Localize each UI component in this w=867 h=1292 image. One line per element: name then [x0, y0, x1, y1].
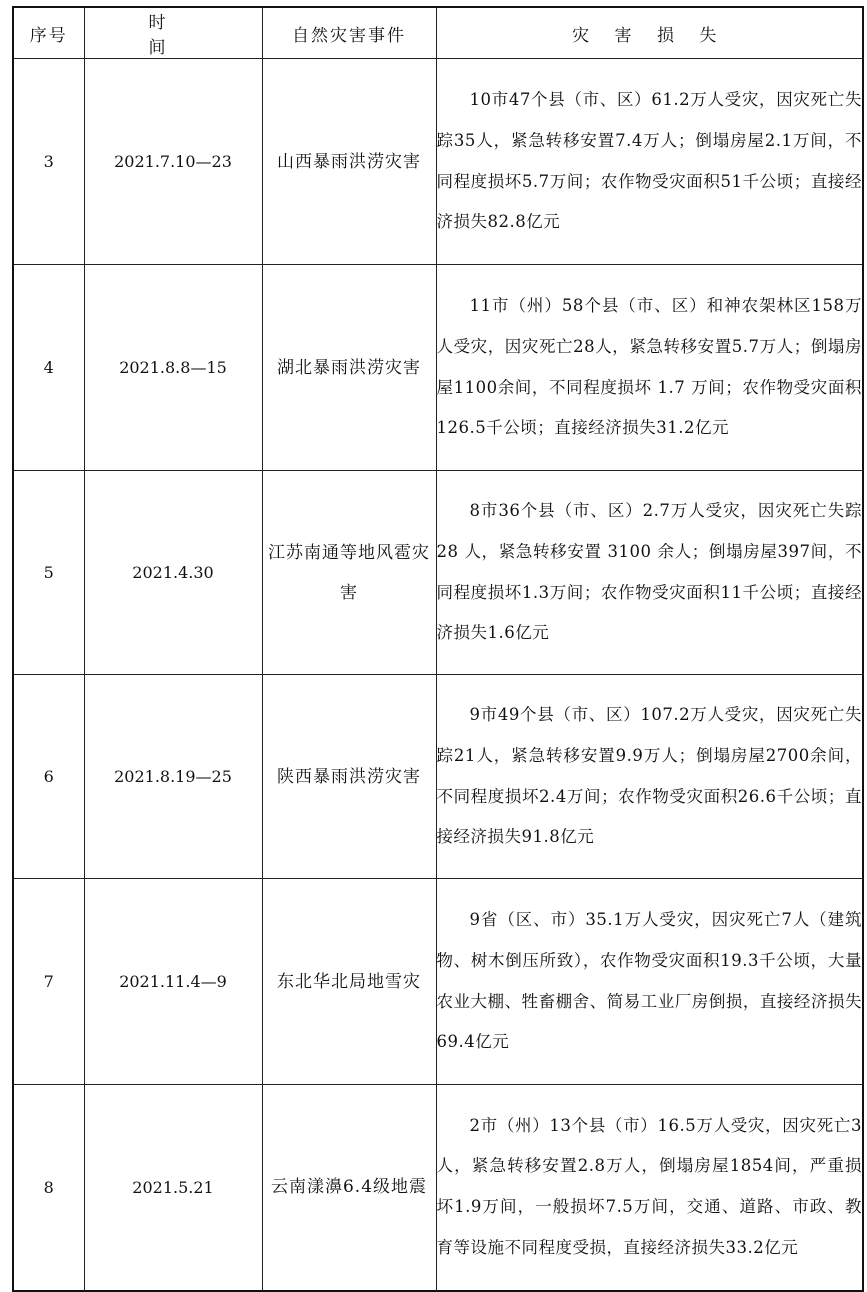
row-no: 5: [13, 471, 84, 675]
table-row: [13, 265, 863, 471]
header-no: 序号: [13, 7, 84, 59]
table-row: [13, 471, 863, 675]
row-no: 8: [13, 1085, 84, 1291]
row-time: 2021.8.19—25: [84, 675, 262, 879]
header-loss: 灾 害 损 失: [436, 7, 863, 59]
row-time: 2021.7.10—23: [84, 59, 262, 265]
table-row: [13, 1085, 863, 1291]
row-no: 4: [13, 265, 84, 471]
row-event: 江苏南通等地风雹灾害: [262, 471, 436, 675]
table-row: [13, 59, 863, 265]
row-loss: 8市36个县（市、区）2.7万人受灾，因灾死亡失踪 28 人，紧急转移安置 3100 余人；倒塌房屋397间，不同程度损坏1.3万间；农作物受灾面积11千公顷；直接经济损失1.6亿元: [436, 471, 863, 675]
header-event: 自然灾害事件: [262, 7, 436, 59]
table-row: [13, 675, 863, 879]
row-event: 山西暴雨洪涝灾害: [262, 59, 436, 265]
row-no: 7: [13, 879, 84, 1085]
row-event: 湖北暴雨洪涝灾害: [262, 265, 436, 471]
row-event: 东北华北局地雪灾: [262, 879, 436, 1085]
row-time: 2021.8.8—15: [84, 265, 262, 471]
row-loss: 11市（州）58个县（市、区）和神农架林区158万人受灾，因灾死亡28人，紧急转移安置5.7万人；倒塌房屋1100余间，不同程度损坏 1.7 万间；农作物受灾面积126.5千公顷；直接经济损失31.2亿元: [436, 265, 863, 471]
header-row: [13, 7, 863, 59]
row-event: 陕西暴雨洪涝灾害: [262, 675, 436, 879]
header-time: 时 间: [84, 7, 262, 59]
row-loss: 10市47个县（市、区）61.2万人受灾，因灾死亡失踪35人，紧急转移安置7.4万人；倒塌房屋2.1万间，不同程度损坏5.7万间；农作物受灾面积51千公顷；直接经济损失82.8亿元: [436, 59, 863, 265]
row-loss: 9市49个县（市、区）107.2万人受灾，因灾死亡失踪21人，紧急转移安置9.9万人；倒塌房屋2700余间，不同程度损坏2.4万间；农作物受灾面积26.6千公顷；直接经济损失91.8亿元: [436, 675, 863, 879]
disaster-table: [12, 6, 864, 1292]
row-loss: 2市（州）13个县（市）16.5万人受灾，因灾死亡3人，紧急转移安置2.8万人，倒塌房屋1854间，严重损坏1.9万间，一般损坏7.5万间，交通、道路、市政、教育等设施不同程度受损，直接经济损失33.2亿元: [436, 1085, 863, 1291]
row-time: 2021.4.30: [84, 471, 262, 675]
row-time: 2021.5.21: [84, 1085, 262, 1291]
table-row: [13, 879, 863, 1085]
row-no: 3: [13, 59, 84, 265]
row-no: 6: [13, 675, 84, 879]
row-loss: 9省（区、市）35.1万人受灾，因灾死亡7人（建筑物、树木倒压所致），农作物受灾面积19.3千公顷，大量农业大棚、牲畜棚舍、简易工业厂房倒损，直接经济损失69.4亿元: [436, 879, 863, 1085]
row-event: 云南漾濞6.4级地震: [262, 1085, 436, 1291]
row-time: 2021.11.4—9: [84, 879, 262, 1085]
